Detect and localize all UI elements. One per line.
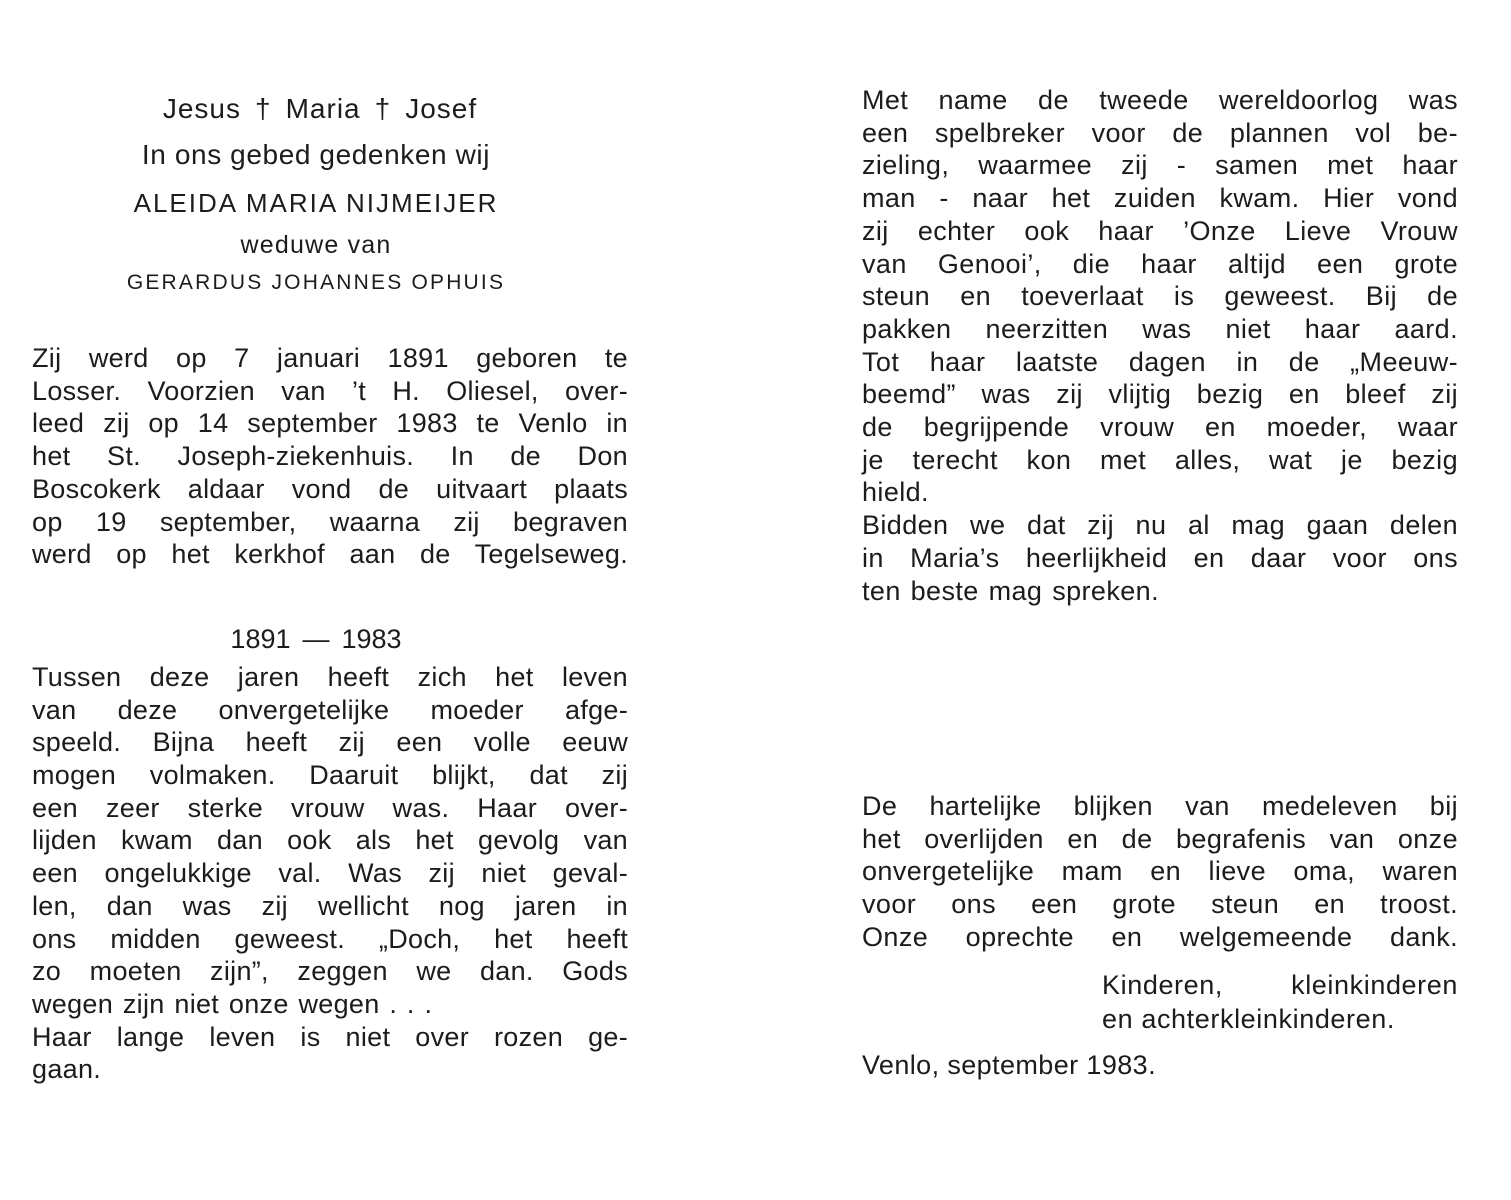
right-panel: [862, 84, 1458, 1080]
cross-icon: †: [255, 93, 272, 124]
text-line: leed zij op 14 september 1983 te Venlo in: [32, 408, 628, 439]
text-line: Haar lange leven is niet over rozen ge-: [32, 1021, 628, 1052]
text-line: van deze onvergetelijke moeder afge-: [32, 694, 628, 725]
text-line: zieling, waarmee zij - samen met haar: [862, 150, 1458, 181]
text-line: Onze oprechte en welgemeende dank.: [862, 921, 1458, 952]
text-line: pakken neerzitten was niet haar aard.: [862, 313, 1458, 344]
text-line: zo moeten zijn”, zeggen we dan. Gods: [32, 956, 628, 987]
text-line: len, dan was zij wellicht nog jaren in: [32, 890, 628, 921]
life-years: [4, 617, 628, 661]
cross-icon: †: [374, 93, 392, 124]
text-line: ons midden geweest. „Doch, het heeft: [32, 923, 628, 954]
text-line: van Genooi’, die haar altijd een grote: [862, 248, 1458, 279]
invocation-josef: Josef: [405, 93, 478, 124]
invocation-maria: Maria: [285, 93, 361, 124]
text-line: gaan.: [32, 1054, 102, 1085]
text-line: man - naar het zuiden kwam. Hier vond: [862, 183, 1458, 214]
text-line: Tot haar laatste dagen in de „Meeuw-: [862, 346, 1458, 377]
death-year: 1983: [341, 623, 402, 654]
text-line: Zij werd op 7 januari 1891 geboren te: [32, 343, 628, 373]
text-line: Met name de tweede wereldoorlog was: [862, 85, 1458, 115]
text-line: Losser. Voorzien van ’t H. Oliesel, over-: [32, 375, 628, 406]
thanks-paragraph: [862, 790, 1458, 954]
birth-year: 1891: [230, 623, 291, 654]
text-line: mogen volmaken. Daaruit blijkt, dat zij: [32, 760, 628, 791]
text-line: onvergetelijke mam en lieve oma, waren: [862, 856, 1458, 887]
text-line: de begrijpende vrouw en moeder, waar: [862, 412, 1458, 443]
deceased-name: ALEIDA MARIA NIJMEIJER: [133, 188, 499, 218]
signature-line: en achterkleinkinderen.: [1102, 1004, 1395, 1034]
text-line: voor ons een grote steun en troost.: [862, 889, 1458, 920]
invocation-line: [12, 88, 628, 130]
text-line: wegen zijn niet onze wegen . . .: [32, 988, 433, 1019]
war-paragraph: [862, 84, 1458, 607]
text-line: je terecht kon met alles, wat je bezig: [862, 444, 1458, 475]
text-line: een spelbreker voor de plannen vol be-: [862, 117, 1458, 148]
text-line: het St. Joseph-ziekenhuis. In de Don: [32, 441, 628, 472]
left-panel: [32, 88, 628, 1086]
widow-of-label: weduwe van: [240, 231, 392, 259]
biography-paragraph: [32, 342, 628, 571]
text-line: Boscokerk aldaar vond de uitvaart plaats: [32, 473, 628, 504]
text-line: lijden kwam dan ook als het gevolg van: [32, 825, 628, 856]
husband-name: GERARDUS JOHANNES OPHUIS: [126, 271, 506, 294]
text-line: steun en toeverlaat is geweest. Bij de: [862, 281, 1458, 312]
text-line: ten beste mag spreken.: [862, 575, 1159, 606]
text-line: zij echter ook haar ’Onze Lieve Vrouw: [862, 215, 1458, 246]
text-line: een ongelukkige val. Was zij niet geval-: [32, 858, 628, 889]
text-line: het overlijden en de begrafenis van onze: [862, 823, 1458, 854]
family-signature: [1102, 968, 1458, 1036]
remembrance-line: In ons gebed gedenken wij: [141, 139, 491, 170]
invocation-jesus: Jesus: [162, 93, 242, 124]
place-date: Venlo, september 1983.: [862, 1050, 1157, 1080]
text-line: Bidden we dat zij nu al mag gaan delen: [862, 510, 1458, 541]
text-line: hield.: [862, 477, 929, 508]
year-dash: —: [302, 623, 330, 654]
text-line: beemd” was zij vlijtig bezig en bleef zij: [862, 379, 1458, 410]
text-line: op 19 september, waarna zij begraven: [32, 506, 628, 537]
text-line: De hartelijke blijken van medeleven bij: [862, 791, 1458, 821]
text-line: speeld. Bijna heeft zij een volle eeuw: [32, 727, 628, 758]
text-line: Tussen deze jaren heeft zich het leven: [32, 661, 628, 692]
text-line: in Maria’s heerlijkheid en daar voor ons: [862, 542, 1458, 573]
life-paragraph: [32, 661, 628, 1086]
text-line: werd op het kerkhof aan de Tegelseweg.: [32, 539, 628, 570]
text-line: een zeer sterke vrouw was. Haar over-: [32, 792, 628, 823]
signature-line: Kinderen, kleinkinderen: [1102, 970, 1458, 1000]
